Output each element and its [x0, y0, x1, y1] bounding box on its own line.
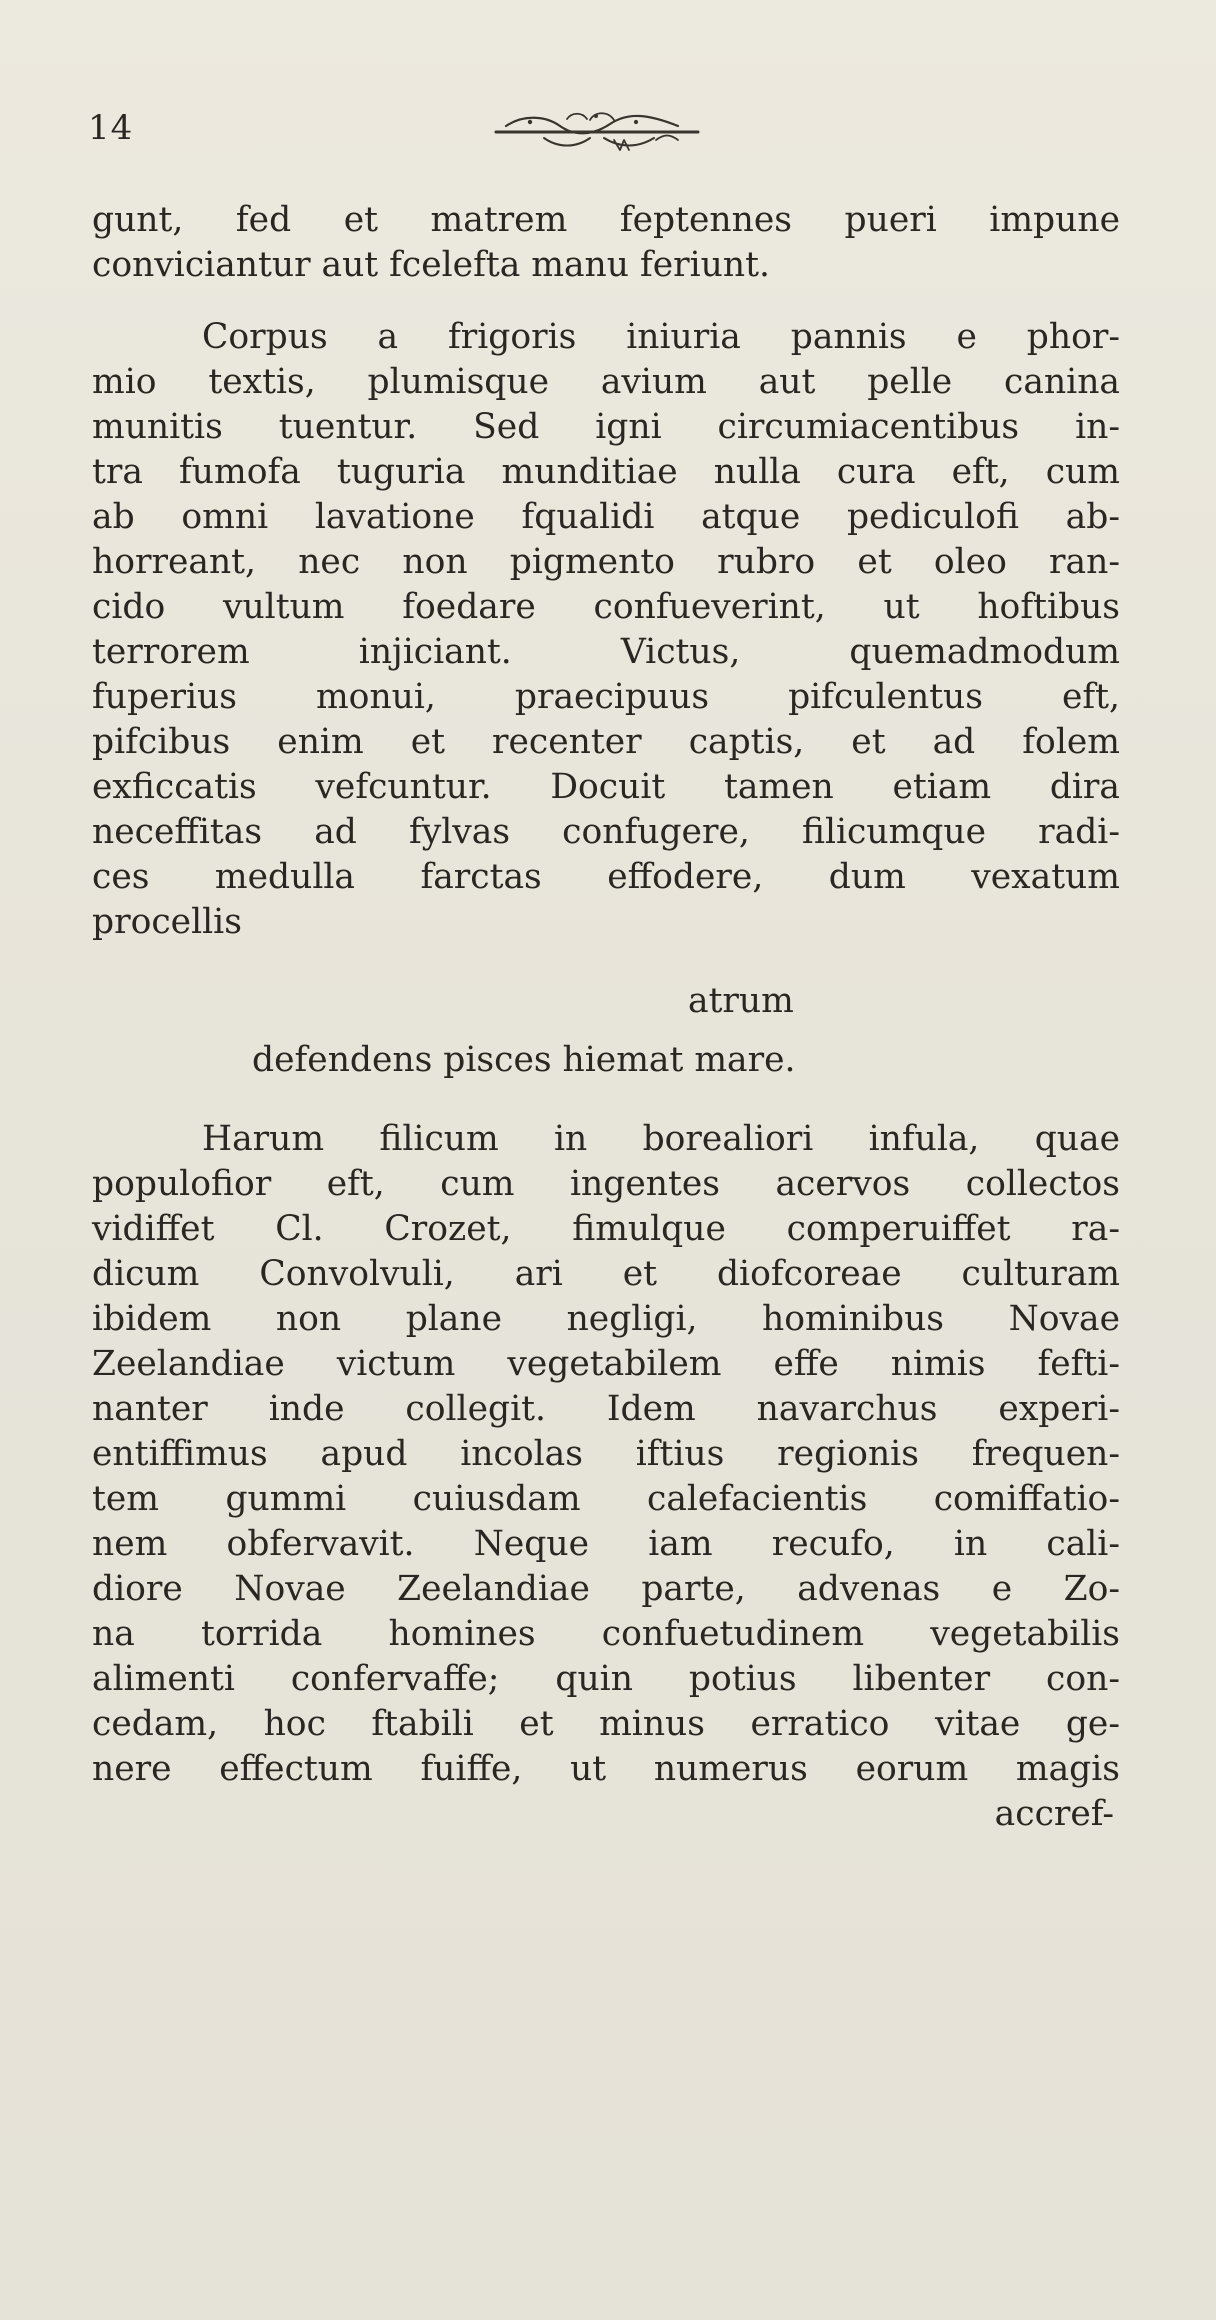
verse-line: atrum	[688, 981, 794, 1021]
text-line: munitis tuentur. Sed igni circumiacentibus in-	[92, 407, 1120, 447]
text-line: ab omni lavatione fqualidi atque pediculofi ab-	[92, 497, 1120, 537]
text-line: tra fumofa tuguria munditiae nulla cura eft, cum	[92, 452, 1120, 492]
text-line: terrorem injiciant. Victus, quemadmodum	[92, 632, 1120, 672]
text-line: tem gummi cuiusdam calefacientis comiffatio-	[92, 1479, 1120, 1519]
text-line: na torrida homines confuetudinem vegetabilis	[92, 1614, 1120, 1654]
text-line: Zeelandiae victum vegetabilem effe nimis fefti-	[92, 1344, 1120, 1384]
text-line: diore Novae Zeelandiae parte, advenas e Zo-	[92, 1569, 1120, 1609]
text-line: dicum Convolvuli, ari et diofcoreae culturam	[92, 1254, 1120, 1294]
text-line: alimenti confervaffe; quin potius libenter con-	[92, 1659, 1120, 1699]
text-line: entiffimus apud incolas iftius regionis frequen-	[92, 1434, 1120, 1474]
text-line: nere effectum fuiffe, ut numerus eorum magis	[92, 1749, 1120, 1789]
decorative-ornament-icon	[488, 98, 706, 156]
text-line: nem obfervavit. Neque iam recufo, in cali-	[92, 1524, 1120, 1564]
text-line: cido vultum foedare confueverint, ut hoftibus	[92, 587, 1120, 627]
text-line: Harum filicum in borealiori infula, quae	[202, 1119, 1120, 1159]
catchword: accref-	[994, 1794, 1114, 1834]
verse-line: defendens pisces hiemat mare.	[252, 1040, 796, 1080]
text-line: gunt, fed et matrem feptennes pueri impune	[92, 200, 1120, 240]
verse-quotation	[92, 979, 1120, 1083]
paragraph-food-clothing	[92, 315, 1120, 945]
text-line: procellis	[92, 902, 242, 942]
text-line: vidiffet Cl. Crozet, fimulque comperuiffet ra-	[92, 1209, 1120, 1249]
text-line: conviciantur aut fcelefta manu feriunt.	[92, 245, 770, 285]
text-line: neceffitas ad fylvas confugere, filicumque radi-	[92, 812, 1120, 852]
text-line: exficcatis vefcuntur. Docuit tamen etiam dira	[92, 767, 1120, 807]
text-line: ibidem non plane negligi, hominibus Novae	[92, 1299, 1120, 1339]
page-number: 14	[88, 108, 134, 148]
text-line: nanter inde collegit. Idem navarchus experi-	[92, 1389, 1120, 1429]
main-text	[92, 198, 1120, 1837]
text-line: mio textis, plumisque avium aut pelle canina	[92, 362, 1120, 402]
text-line: populofior eft, cum ingentes acervos collectos	[92, 1164, 1120, 1204]
text-line: fuperius monui, praecipuus pifculentus eft,	[92, 677, 1120, 717]
text-line: cedam, hoc ftabili et minus erratico vitae ge-	[92, 1704, 1120, 1744]
paragraph-continuation	[92, 198, 1120, 288]
text-line: pifcibus enim et recenter captis, et ad folem	[92, 722, 1120, 762]
paragraph-gap	[92, 288, 1120, 315]
paragraph-harum-filicum	[92, 1117, 1120, 1837]
text-line: Corpus a frigoris iniuria pannis e phor-	[202, 317, 1120, 357]
text-line: ces medulla farctas effodere, dum vexatum	[92, 857, 1120, 897]
text-line: horreant, nec non pigmento rubro et oleo ran-	[92, 542, 1120, 582]
